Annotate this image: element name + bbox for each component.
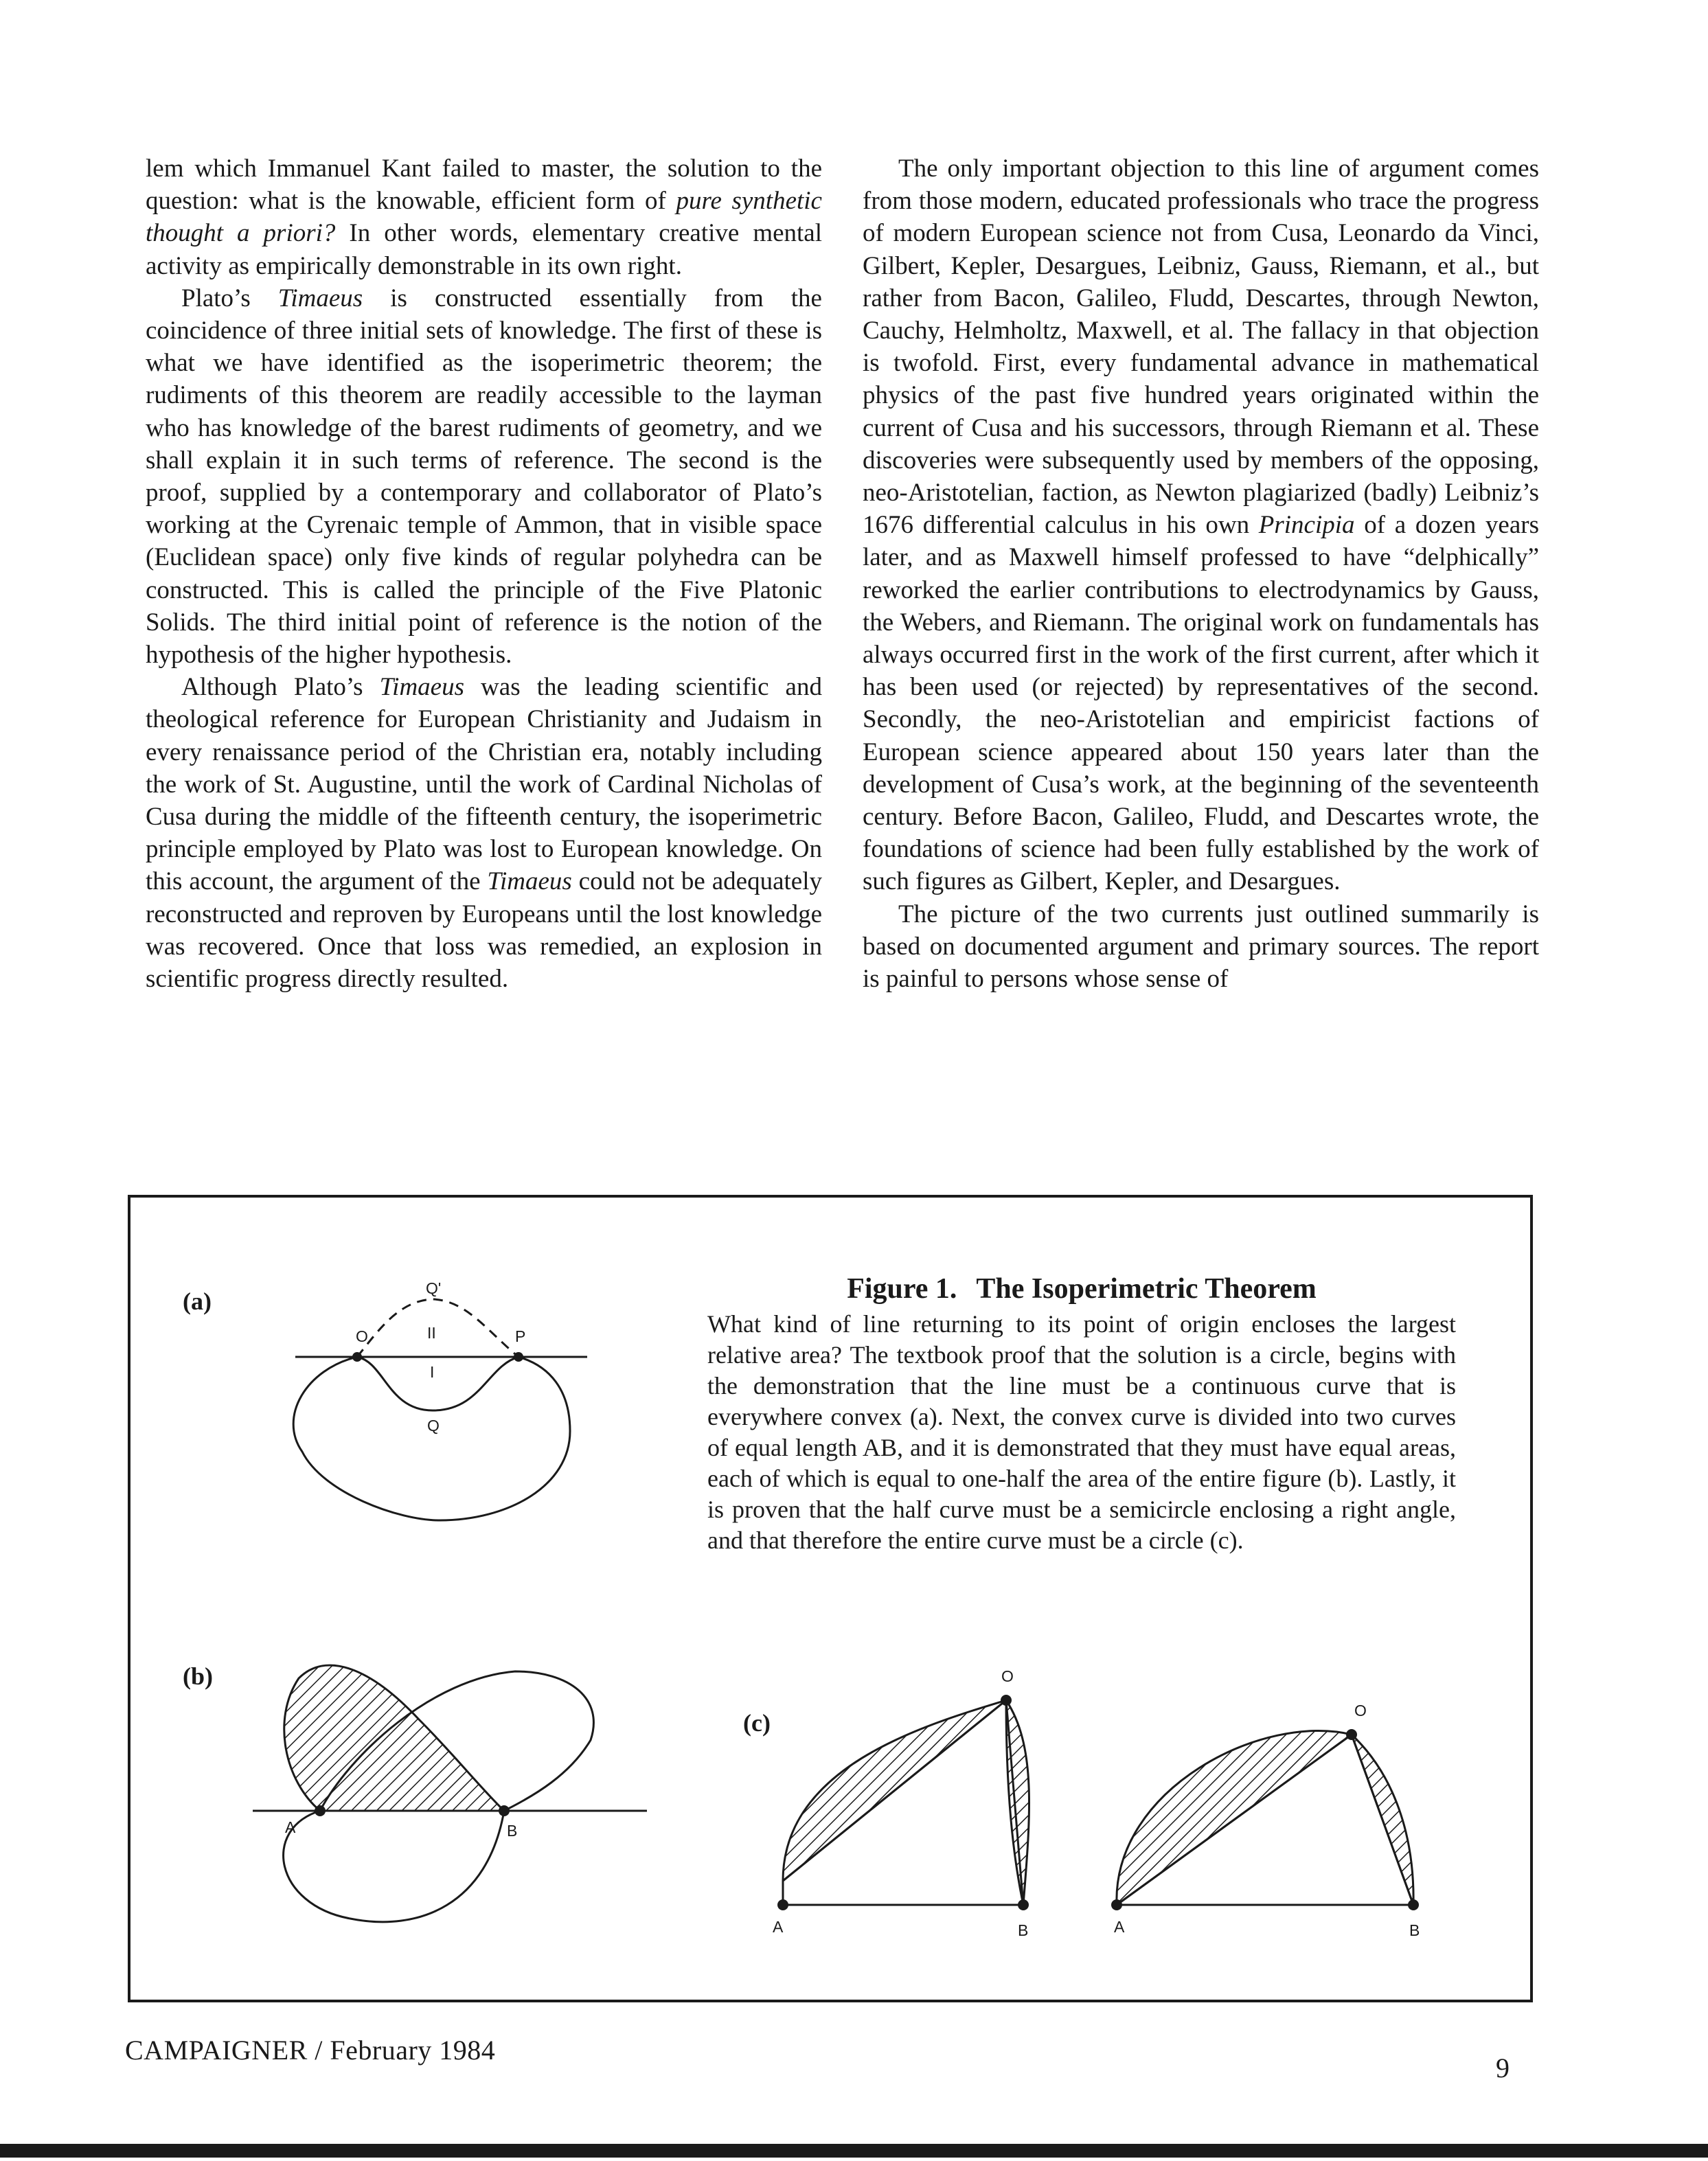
label-b: B xyxy=(507,1822,518,1840)
right-column xyxy=(863,152,1539,995)
panel-c-right-diagram xyxy=(1111,1702,1420,1939)
paragraph: Plato’s Timaeus is constructed essentially from the coincidence of three initial sets of knowledge. The first of these is what we have identified as the isoperimetric theorem; the rudiments of this theorem are readily accessible to the layman who has knowledge of the barest rudiments of geometry, and we shall explain it in such terms of reference. The second is the proof, supplied by a contemporary and collaborator of Plato’s working at the Cyrenaic temple of Ammon, that in visible space (Euclidean space) only five kinds of regular polyhedra can be constructed. This is called the principle of the Five Platonic Solids. The third initial point of reference is the notion of the hypothesis of the higher hypothesis. xyxy=(146,284,822,670)
panel-b-label: (b) xyxy=(183,1662,213,1690)
label-q: Q xyxy=(427,1417,440,1434)
figure-box xyxy=(128,1195,1533,2002)
point-o xyxy=(1001,1695,1012,1706)
point-o xyxy=(352,1352,362,1362)
label-b: B xyxy=(1018,1921,1029,1939)
panel-a-label: (a) xyxy=(183,1288,212,1315)
label-region-i: I xyxy=(430,1363,435,1381)
point-b xyxy=(499,1805,510,1816)
label-p: P xyxy=(515,1327,526,1345)
panel-b-diagram xyxy=(253,1665,647,1922)
bottom-rule xyxy=(0,2144,1708,2158)
caption-body: What kind of line returning to its point of origin encloses the largest relative area? The textbook proof that the solution is a circle, begins with the demonstration that the line must be a continuous curve that is everywhere convex (a). Next, the convex curve is divided into two curves of equal length AB, and it is demonstrated that they must have equal areas, each of which is equal to one-half the area of the entire figure (b). Lastly, it is proven that the half curve must be a semicircle enclosing a right angle, and that therefore the entire curve must be a circle (c). xyxy=(707,1310,1456,1554)
point-o xyxy=(1346,1729,1357,1740)
point-b xyxy=(1408,1899,1419,1910)
label-a: A xyxy=(1114,1918,1125,1936)
label-a: A xyxy=(285,1818,296,1836)
figure-caption xyxy=(707,1272,1456,1556)
left-column xyxy=(146,152,822,995)
point-a xyxy=(777,1899,788,1910)
paragraph: lem which Immanuel Kant failed to master, the solution to the question: what is the knowable, efficient form of pure synthetic thought a priori? In other words, elementary creative mental activity as empirically demonstrable in its own right. xyxy=(146,155,822,280)
panel-c-label: (c) xyxy=(743,1709,771,1737)
paragraph: The picture of the two currents just outlined summarily is based on documented argument and primary sources. The report is painful to persons whose sense of xyxy=(863,900,1539,994)
point-a xyxy=(1111,1899,1122,1910)
page-number: 9 xyxy=(1496,2053,1510,2083)
point-b xyxy=(1018,1899,1029,1910)
label-b: B xyxy=(1409,1921,1420,1939)
figure-title: Figure 1. The Isoperimetric Theorem xyxy=(847,1273,1317,1305)
label-o: O xyxy=(356,1327,368,1345)
panel-c-left-diagram xyxy=(773,1667,1029,1939)
panel-a-diagram xyxy=(293,1279,587,1520)
label-q-prime: Q' xyxy=(426,1279,442,1297)
point-p xyxy=(514,1352,523,1362)
paragraph: Although Plato’s Timaeus was the leading scientific and theological reference for European Christianity and Judaism in every renaissance period of the Christian era, notably including the work of St. Augustine, until the work of Cardinal Nicholas of Cusa during the middle of the fifteenth century, the isoperimetric principle employed by Plato was lost to European knowledge. On this account, the argument of the Timaeus could not be adequately reconstructed and reproven by Europeans until the lost knowledge was recovered. Once that loss was remedied, an explosion in scientific progress directly resulted. xyxy=(146,673,822,994)
point-a xyxy=(315,1805,326,1816)
label-o: O xyxy=(1001,1667,1014,1685)
footer-journal: CAMPAIGNER / February 1984 xyxy=(125,2035,496,2066)
label-region-ii: II xyxy=(427,1324,436,1342)
paragraph: The only important objection to this line of argument comes from those modern, educated professionals who trace the progress of modern European science not from Cusa, Leonardo da Vinci, Gilbert, Kepler, Desargues, Leibniz, Gauss, Riemann, et al., but rather from Bacon, Galileo, Fludd, Descartes, through Newton, Cauchy, Helmholtz, Maxwell, et al. The fallacy in that objection is twofold. First, every fundamental advance in mathematical physics of the past five hundred years originated within the current of Cusa and his successors, through Riemann et al. These discoveries were subsequently used by members of the opposing, neo-Aristotelian, faction, as Newton plagiarized (badly) Leibniz’s 1676 differential calculus in his own Principia of a dozen years later, and as Maxwell himself professed to have “delphically” reworked the earlier contributions to electrodynamics by Gauss, the Webers, and Riemann. The original work on fundamentals has always occurred first in the work of the first current, after which it has been used (or rejected) by representatives of the second. Secondly, the neo-Aristotelian and empiricist factions of European science appeared about 150 years later than the development of Cusa’s work, at the beginning of the seventeenth century. Before Bacon, Galileo, Fludd, and Descartes wrote, the foundations of science had been fully established by the work of such figures as Gilbert, Kepler, and Desargues. xyxy=(863,155,1539,896)
label-o: O xyxy=(1354,1702,1367,1719)
label-a: A xyxy=(773,1918,784,1936)
